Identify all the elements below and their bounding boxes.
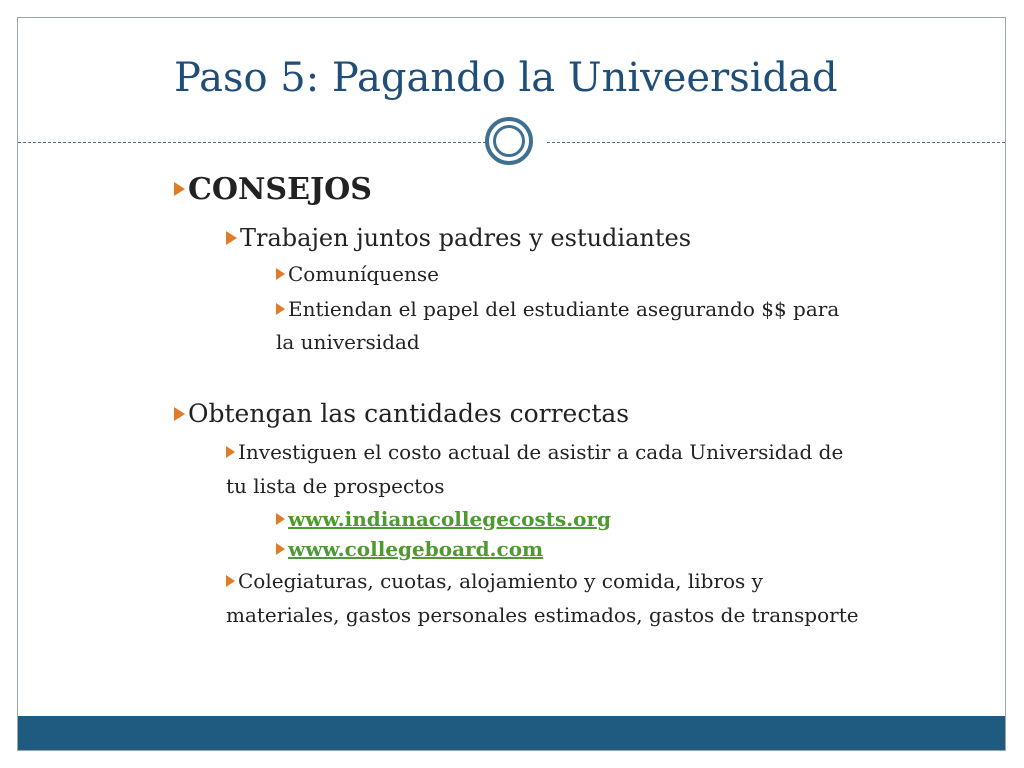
arrow-bullet-icon <box>226 231 237 245</box>
bullet-colegiaturas: Colegiaturas, cuotas, alojamiento y comida, libros y <box>226 565 763 597</box>
bullet-entiendan-cont: la universidad <box>276 330 420 354</box>
bullet-investiguen: Investiguen el costo actual de asistir a cada Universidad de <box>226 436 843 468</box>
arrow-bullet-icon <box>276 513 285 525</box>
footer-bar <box>18 716 1005 750</box>
bullet-link-collegeboard <box>276 533 543 565</box>
arrow-bullet-icon <box>276 303 285 315</box>
ring-icon <box>485 117 533 165</box>
title-divider-left <box>18 142 486 143</box>
arrow-bullet-icon <box>276 543 285 555</box>
bullet-investiguen-cont: tu lista de prospectos <box>226 474 445 498</box>
arrow-bullet-icon <box>226 446 235 458</box>
bullet-link-indiana <box>276 503 611 535</box>
link-indianacollegecosts[interactable]: www.indianacollegecosts.org <box>288 507 612 531</box>
bullet-entiendan: Entiendan el papel del estudiante asegurando $$ para <box>276 293 839 325</box>
title-divider-right <box>547 142 1005 143</box>
arrow-bullet-icon <box>174 182 185 196</box>
bullet-consejos: CONSEJOS <box>174 173 372 207</box>
bullet-comuniquense: Comuníquense <box>276 258 439 290</box>
link-collegeboard[interactable]: www.collegeboard.com <box>288 537 544 561</box>
arrow-bullet-icon <box>226 575 235 587</box>
arrow-bullet-icon <box>174 407 185 421</box>
arrow-bullet-icon <box>276 268 285 280</box>
bullet-obtengan: Obtengan las cantidades correctas <box>174 398 629 430</box>
slide-title: Paso 5: Pagando la Univeersidad <box>174 55 838 101</box>
bullet-trabajen: Trabajen juntos padres y estudiantes <box>226 223 691 253</box>
bullet-colegiaturas-cont: materiales, gastos personales estimados, gastos de transporte <box>226 603 859 627</box>
